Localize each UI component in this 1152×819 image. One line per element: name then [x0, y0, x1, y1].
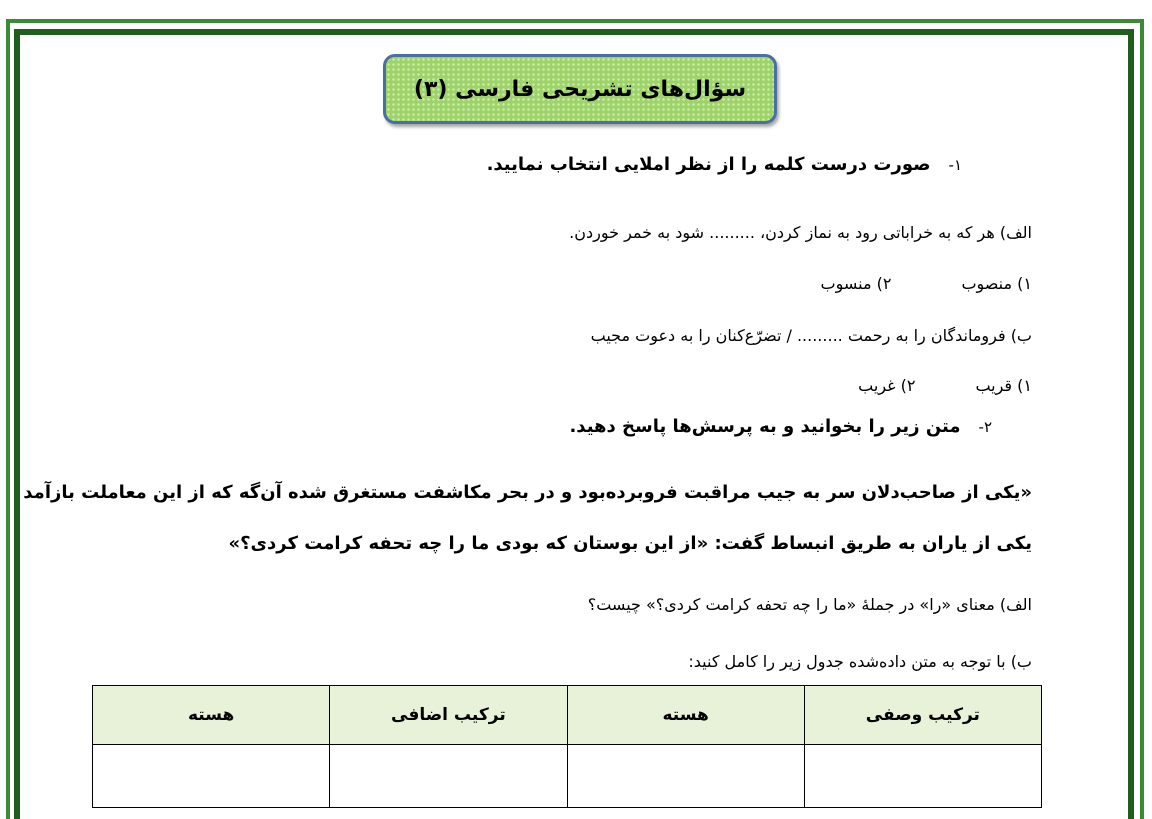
question-2-part-b: ب) با توجه به متن داده‌شده جدول زیر را کامل کنید:	[688, 652, 1032, 671]
question-2-text: متن زیر را بخوانید و به پرسش‌ها پاسخ دهید.	[569, 416, 961, 437]
question-2-number: ۲-	[978, 418, 992, 436]
option-1-b: ۱) قریب	[975, 376, 1032, 395]
question-1-number: ۱-	[948, 156, 962, 174]
option-2-b: ۲) غریب	[858, 376, 916, 395]
table-cell[interactable]	[93, 745, 330, 808]
page-title: سؤال‌های تشریحی فارسی (۳)	[413, 76, 747, 102]
title-banner	[383, 54, 777, 124]
table-cell[interactable]	[804, 745, 1041, 808]
table-row	[93, 745, 1042, 808]
question-1-part-b-options	[858, 376, 1032, 395]
table-header-genitive-compound: ترکیب اضافی	[330, 686, 567, 745]
table-header-adjectival-compound: ترکیب وصفی	[804, 686, 1041, 745]
question-1-text: صورت درست کلمه را از نظر املایی انتخاب نمایید.	[486, 154, 931, 175]
table-header-head-2: هسته	[93, 686, 330, 745]
table-cell[interactable]	[567, 745, 804, 808]
passage-line-1: «یکی از صاحب‌دلان سر به جیب مراقبت فروبرده‌بود و در بحر مکاشفت مستغرق شده آن‌گه که از این معاملت بازآمد	[23, 482, 1032, 503]
question-1	[487, 154, 962, 175]
question-1-part-b: ب) فروماندگان را به رحمت ......... / تضرّع‌کنان را به دعوت مجیب	[590, 326, 1032, 345]
table-header-row	[93, 686, 1042, 745]
question-1-part-a: الف) هر که به خراباتی رود به نماز کردن، ......... شود به خمر خوردن.	[569, 223, 1032, 242]
table-cell[interactable]	[330, 745, 567, 808]
question-1-part-a-options	[821, 274, 1032, 293]
table-header-head-1: هسته	[567, 686, 804, 745]
question-2	[569, 416, 992, 437]
option-2-a: ۲) منسوب	[820, 274, 892, 293]
option-1-a: ۱) منصوب	[961, 274, 1032, 293]
question-2-part-a: الف) معنای «را» در جملهٔ «ما را چه تحفه کرامت کردی؟» چیست؟	[587, 595, 1032, 614]
passage-line-2: یکی از یاران به طریق انبساط گفت: «از این بوستان که بودی ما را چه تحفه کرامت کردی؟»	[228, 533, 1032, 554]
answer-table	[92, 685, 1042, 808]
